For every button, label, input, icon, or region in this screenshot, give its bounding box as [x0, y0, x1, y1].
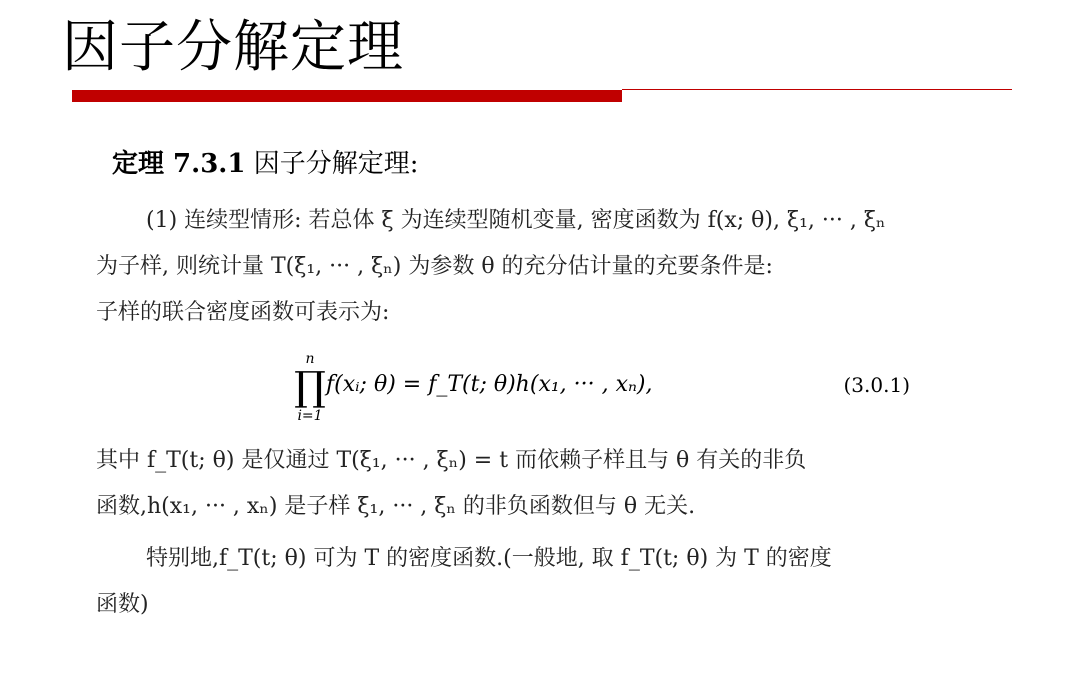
- paragraph-line-1: (1) 连续型情形: 若总体 ξ 为连续型随机变量, 密度函数为 f(x; θ), ξ₁, ··· , ξₙ: [146, 208, 886, 233]
- slide-title: 因子分解定理: [62, 15, 404, 80]
- product-symbol: ∏: [294, 364, 326, 410]
- factorization-equation: [290, 352, 910, 428]
- product-upper-limit: n: [305, 351, 315, 367]
- paragraph-line-2: 为子样, 则统计量 T(ξ₁, ··· , ξₙ) 为参数 θ 的充分估计量的充要条件是:: [96, 254, 773, 279]
- product-lower-limit: i=1: [297, 408, 323, 424]
- paragraph-line-6: 特别地,f_T(t; θ) 可为 T 的密度函数.(一般地, 取 f_T(t; θ) 为 T 的密度: [146, 546, 832, 571]
- theorem-heading: [112, 146, 418, 182]
- paragraph-line-7: 函数): [96, 592, 149, 617]
- theorem-label: 定理 7.3.1: [112, 149, 246, 179]
- paragraph-line-3: 子样的联合密度函数可表示为:: [96, 300, 390, 325]
- title-underline-thin: [622, 89, 1012, 90]
- theorem-name: 因子分解定理:: [253, 149, 419, 179]
- equation-body: f(xᵢ; θ) = f_T(t; θ)h(x₁, ··· , xₙ),: [326, 372, 653, 397]
- paragraph-line-4: 其中 f_T(t; θ) 是仅通过 T(ξ₁, ··· , ξₙ) = t 而依赖子样且与 θ 有关的非负: [96, 448, 807, 473]
- title-underline-thick: [72, 90, 622, 102]
- equation-number: (3.0.1): [843, 373, 910, 397]
- paragraph-line-5: 函数,h(x₁, ··· , xₙ) 是子样 ξ₁, ··· , ξₙ 的非负函数但与 θ 无关.: [96, 494, 696, 519]
- product-operator: [290, 352, 330, 424]
